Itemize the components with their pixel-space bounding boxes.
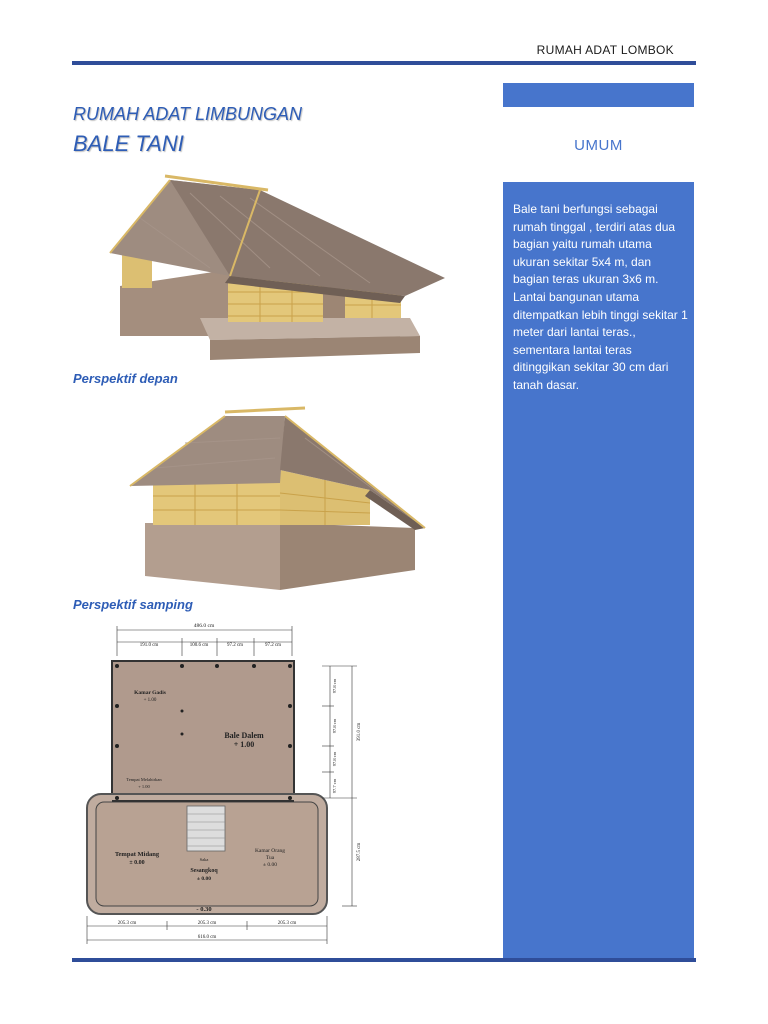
dim-bottom-1: 205.3 cm: [117, 921, 137, 926]
label-saka: Saka: [199, 857, 209, 862]
room-tempat-midang: Tempat Midang: [114, 851, 160, 858]
room-sesangkoq: Sesangkoq: [190, 868, 218, 874]
dim-right-upper-total: 391.0 cm: [357, 722, 362, 742]
dim-top-total: 486.0 cm: [193, 623, 215, 629]
dim-top-4: 97.2 cm: [264, 643, 282, 648]
ground-level: - 0.30: [196, 906, 212, 913]
dim-bottom-2: 205.3 cm: [197, 921, 217, 926]
front-perspective-illustration: [100, 168, 455, 368]
header-rule: [72, 61, 696, 65]
dim-top-2: 100.6 cm: [189, 643, 209, 648]
sidebar-description: Bale tani berfungsi sebagai rumah tinggal , terdiri atas dua bagian yaitu rumah utama ukuran sekitar 5x4 m, dan bagian teras ukuran 3x6 m. Lantai bangunan utama ditempatkan lebih tinggi sekitar 1 meter dari lantai teras., sementara lantai teras ditinggikan sekitar 30 cm dari tanah dasar.: [513, 202, 688, 392]
dim-bottom-total: 616.0 cm: [197, 935, 217, 940]
dim-top-1: 191.0 cm: [139, 643, 159, 648]
page-subtitle: BALE TANI: [73, 131, 184, 156]
page-title: RUMAH ADAT LIMBUNGAN: [73, 104, 303, 124]
dim-bottom-3: 205.3 cm: [277, 921, 297, 926]
dim-right-4: 97.7 cm: [332, 778, 337, 794]
room-kamar-orang-tua-level: ± 0.00: [262, 862, 278, 868]
side-perspective-illustration: [125, 398, 430, 593]
room-bale-dalem: Bale Dalem: [224, 731, 264, 740]
dim-right-3: 97.8 cm: [332, 751, 337, 767]
floor-plan: [82, 616, 372, 948]
document-header: RUMAH ADAT LOMBOK: [536, 43, 674, 57]
dim-right-lower-total: 287.5 cm: [357, 842, 362, 862]
room-kamar-gadis-level: + 1.00: [143, 698, 157, 703]
room-tempat-midang-level: ± 0.00: [129, 860, 145, 866]
sidebar-heading: UMUM: [574, 137, 623, 154]
room-tempat-melahirkan: Tempat Melahirkan: [126, 777, 162, 782]
room-sesangkoq-level: ± 0.00: [196, 876, 212, 882]
room-kamar-orang-tua: Kamar Orang: [254, 848, 286, 854]
dim-right-1: 97.8 cm: [332, 678, 337, 694]
room-tempat-melahirkan-level: + 1.00: [138, 784, 150, 789]
dim-right-2: 97.8 cm: [332, 718, 337, 734]
room-kamar-gadis: Kamar Gadis: [134, 690, 166, 696]
room-kamar-orang-tua-2: Tua: [265, 855, 275, 861]
room-bale-dalem-level: + 1.00: [233, 740, 255, 749]
caption-front-perspective: Perspektif depan: [73, 371, 178, 386]
sidebar-top-bar: [503, 83, 694, 107]
footer-rule: [72, 958, 696, 962]
dim-top-3: 97.2 cm: [226, 643, 244, 648]
caption-side-perspective: Perspektif samping: [73, 597, 193, 612]
